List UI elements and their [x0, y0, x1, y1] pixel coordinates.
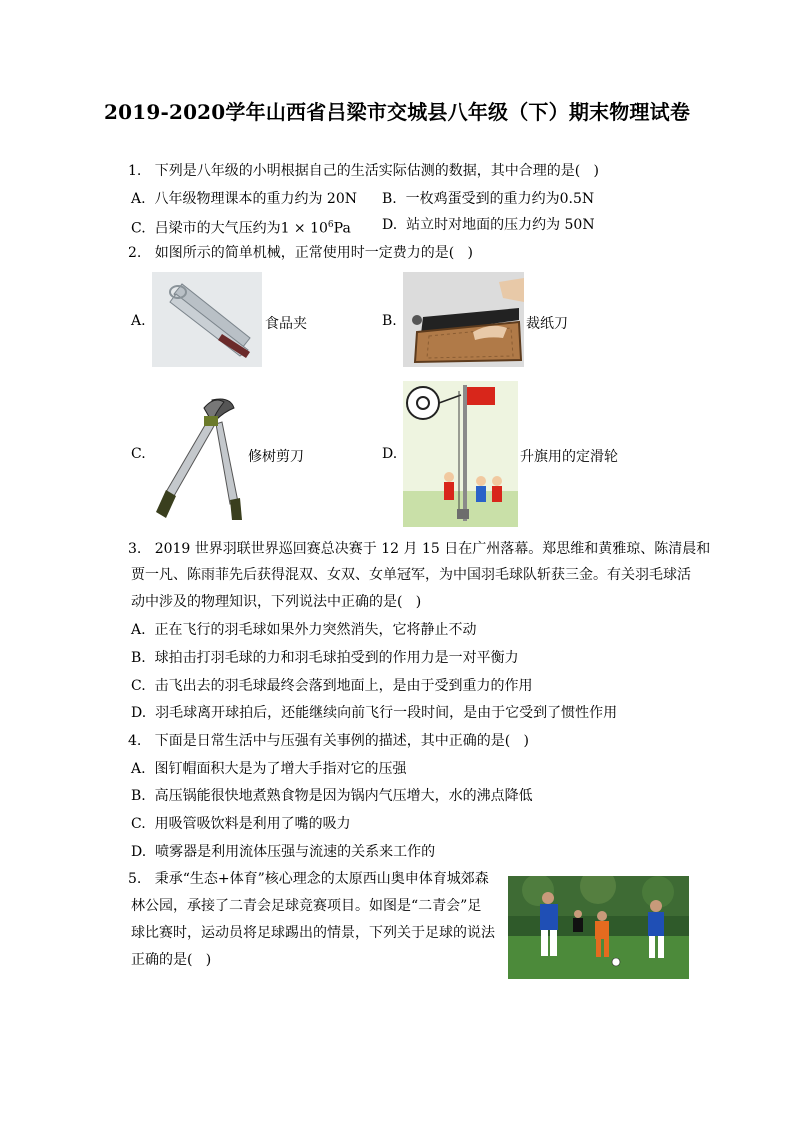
q2-option-d-label: 升旗用的定滑轮	[520, 449, 618, 465]
q4-stem: 4. 下面是日常生活中与压强有关事例的描述，其中正确的是( )	[128, 733, 529, 749]
q4-option-a: A. 图钉帽面积大是为了增大手指对它的压强	[131, 761, 407, 777]
q2-option-d-letter: D.	[382, 446, 398, 462]
q5-line-4: 正确的是( )	[131, 952, 212, 968]
page-title: 2019-2020学年山西省吕梁市交城县八年级（下）期末物理试卷	[103, 100, 691, 124]
q3-line-1: 3. 2019 世界羽联世界巡回赛总决赛于 12 月 15 日在广州落幕。郑思维和黄雅琼、陈清晨和	[128, 541, 711, 557]
q4-option-d: D. 喷雾器是利用流体压强与流速的关系来工作的	[131, 844, 436, 860]
q4-option-c: C. 用吸管吸饮料是利用了嘴的吸力	[131, 816, 351, 832]
q3-option-a: A. 正在飞行的羽毛球如果外力突然消失，它将静止不动	[131, 622, 477, 638]
q2-stem: 2. 如图所示的简单机械，正常使用时一定费力的是( )	[128, 245, 473, 261]
q1-option-d: D. 站立时对地面的压力约为 50N	[382, 217, 595, 233]
q2-option-b-letter: B.	[382, 313, 397, 329]
q2-option-b-label: 裁纸刀	[526, 316, 568, 332]
pruning-shears-image	[152, 394, 244, 522]
flag-pulley-image	[403, 381, 518, 527]
q2-option-a-label: 食品夹	[265, 316, 307, 332]
tongs-image	[152, 272, 262, 367]
q2-option-c-label: 修树剪刀	[248, 449, 304, 465]
paper-cutter-image	[403, 272, 524, 367]
q4-option-b: B. 高压锅能很快地煮熟食物是因为锅内气压增大，水的沸点降低	[131, 788, 533, 804]
q5-line-1: 5. 秉承“生态+体育”核心理念的太原西山奥申体育城郊森	[128, 871, 489, 887]
q1-option-b: B. 一枚鸡蛋受到的重力约为0.5N	[382, 191, 595, 207]
q3-line-3: 动中涉及的物理知识，下列说法中正确的是( )	[131, 594, 422, 610]
q1-option-a: A. 八年级物理课本的重力约为 20N	[131, 191, 357, 207]
q3-option-d: D. 羽毛球离开球拍后，还能继续向前飞行一段时间，是由于它受到了惯性作用	[131, 705, 618, 721]
q2-option-a-letter: A.	[131, 313, 146, 329]
q1-option-c: C. 吕梁市的大气压约为$1 \times 10^6Pa$	[131, 220, 351, 237]
q5-line-2: 林公园，承接了二青会足球竞赛项目。如图是“二青会”足	[131, 898, 482, 914]
q5-line-3: 球比赛时，运动员将足球踢出的情景，下列关于足球的说法	[131, 925, 495, 941]
q3-option-c: C. 击飞出去的羽毛球最终会落到地面上，是由于受到重力的作用	[131, 678, 533, 694]
football-match-image	[508, 876, 689, 979]
q3-line-2: 贾一凡、陈雨菲先后获得混双、女双、女单冠军，为中国羽毛球队斩获三金。有关羽毛球活	[131, 567, 691, 583]
q1-stem: 1. 下列是八年级的小明根据自己的生活实际估测的数据，其中合理的是( )	[128, 163, 599, 179]
q3-option-b: B. 球拍击打羽毛球的力和羽毛球拍受到的作用力是一对平衡力	[131, 650, 519, 666]
q2-option-c-letter: C.	[131, 446, 146, 462]
